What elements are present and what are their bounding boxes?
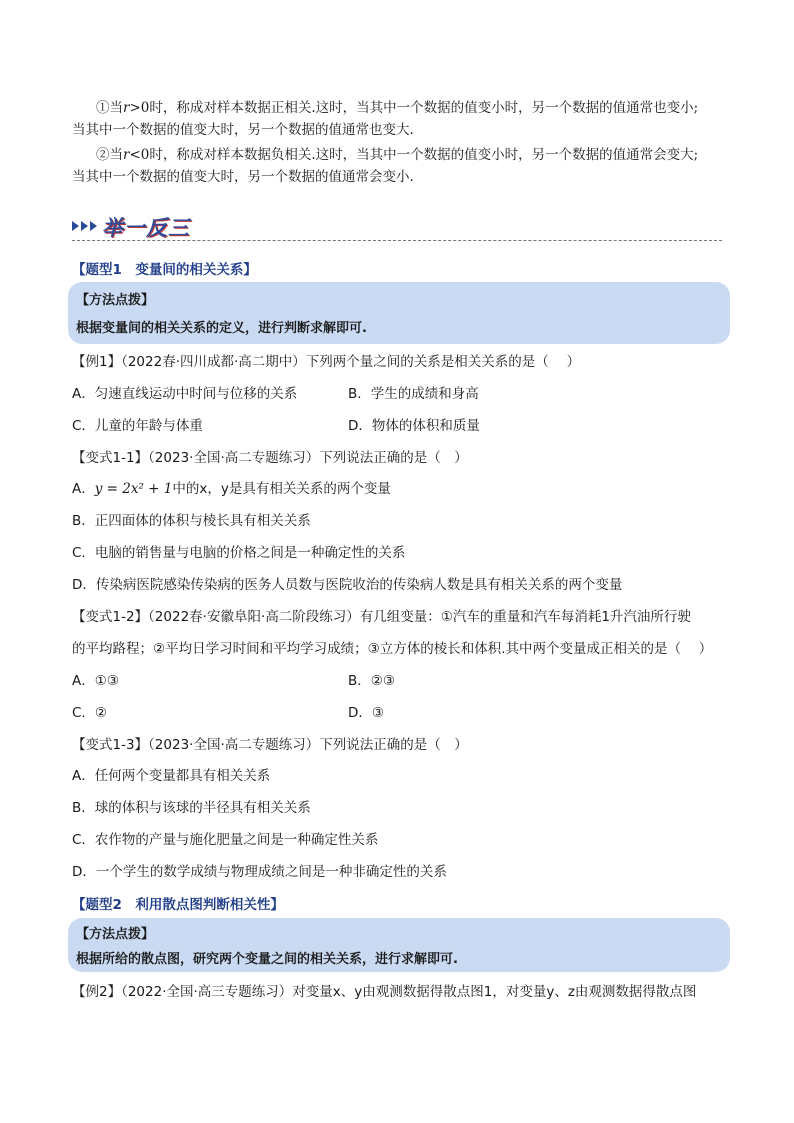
formula: y = 2x² + 1: [94, 481, 173, 497]
intro-paragraph-2-line-2: 当其中一个数据的值变大时，另一个数据的值通常会变小.: [72, 169, 414, 185]
type2-heading: 【题型2 利用散点图判断相关性】: [72, 897, 284, 913]
variant1-3-option-c: C．农作物的产量与施化肥量之间是一种确定性关系: [72, 832, 379, 848]
variant1-2-stem-line-2: 的平均路程；②平均日学习时间和平均学习成绩；③立方体的棱长和体积.其中两个变量成正相关的是（ ）: [72, 641, 713, 657]
variant1-3-stem: 【变式1-3】（2023·全国·高二专题练习）下列说法正确的是（ ）: [72, 737, 468, 753]
example1-option-a: A．匀速直线运动中时间与位移的关系: [72, 386, 298, 402]
example1-option-d: D．物体的体积和质量: [348, 418, 480, 434]
variant1-2-option-b: B．②③: [348, 673, 395, 689]
banner-divider: [72, 240, 722, 241]
variant1-1-stem: 【变式1-1】（2023·全国·高二专题练习）下列说法正确的是（ ）: [72, 450, 468, 466]
section-banner: [72, 210, 722, 244]
variant1-3-option-a: A．任何两个变量都具有相关关系: [72, 768, 271, 784]
variant1-2-option-c: C．②: [72, 705, 108, 721]
example2-stem: 【例2】（2022·全国·高三专题练习）对变量x、y由观测数据得散点图1，对变量y、z由观测数据得散点图: [72, 984, 697, 1000]
intro-paragraph-2-line-1: ②当r<0时，称成对样本数据负相关.这时，当其中一个数据的值变小时，另一个数据的值通常会变大;: [96, 147, 699, 163]
variant1-1-option-d: D．传染病医院感染传染病的医务人员数与医院收治的传染病人数是具有相关关系的两个变量: [72, 577, 623, 593]
example1-option-b: B．学生的成绩和身高: [348, 386, 479, 402]
variant1-2-option-a: A．①③: [72, 673, 119, 689]
type2-method-text: 根据所给的散点图，研究两个变量之间的相关关系，进行求解即可.: [76, 952, 458, 967]
variant1-1-option-a: A．y = 2x² + 1中的x，y是具有相关关系的两个变量: [72, 481, 391, 497]
type2-method-box: [68, 918, 730, 972]
variant1-2-stem-line-1: 【变式1-2】（2022春·安徽阜阳·高二阶段练习）有几组变量：①汽车的重量和汽车每消耗1升汽油所行驶: [72, 609, 691, 625]
type2-method-title: 【方法点拨】: [76, 927, 155, 942]
variant1-3-option-b: B．球的体积与该球的半径具有相关关系: [72, 800, 311, 816]
example1-option-c: C．儿童的年龄与体重: [72, 418, 203, 434]
type1-heading: 【题型1 变量间的相关关系】: [72, 262, 257, 278]
intro-paragraph-1-line-1: ①当r>0时，称成对样本数据正相关.这时，当其中一个数据的值变小时，另一个数据的值通常也变小;: [96, 100, 699, 116]
triple-arrow-icon: [72, 219, 102, 233]
variant1-1-option-b: B．正四面体的体积与棱长具有相关关系: [72, 513, 311, 529]
variant1-1-option-c: C．电脑的销售量与电脑的价格之间是一种确定性的关系: [72, 545, 406, 561]
type1-method-title: 【方法点拨】: [76, 293, 155, 308]
variant1-3-option-d: D．一个学生的数学成绩与物理成绩之间是一种非确定性的关系: [72, 864, 447, 880]
intro-paragraph-1-line-2: 当其中一个数据的值变大时，另一个数据的值通常也变大.: [72, 122, 414, 138]
banner-title: 举一反三: [102, 216, 190, 240]
example1-stem: 【例1】（2022春·四川成都·高二期中）下列两个量之间的关系是相关关系的是（ ）: [72, 354, 581, 370]
variant1-2-option-d: D．③: [348, 705, 384, 721]
type1-method-text: 根据变量间的相关关系的定义，进行判断求解即可.: [76, 321, 367, 336]
type1-method-box: [68, 282, 730, 344]
